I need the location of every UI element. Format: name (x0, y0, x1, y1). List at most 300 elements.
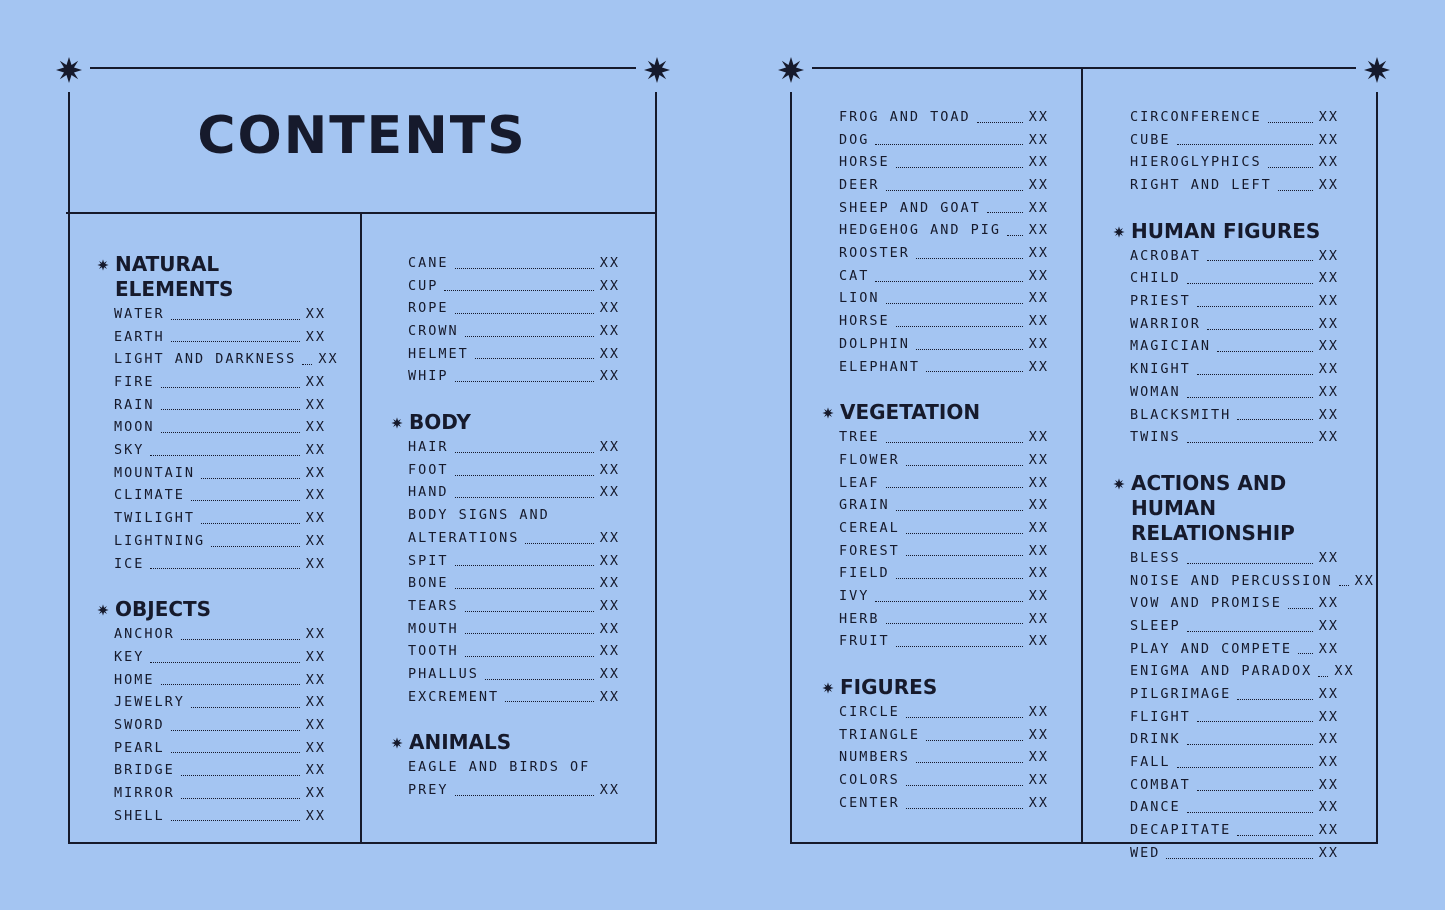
toc-entry-label: SKY (114, 442, 145, 459)
section-heading (839, 675, 1049, 700)
toc-column-left-1 (114, 252, 339, 849)
toc-entry[interactable] (1130, 336, 1339, 359)
toc-entry-page: XX (599, 688, 620, 705)
toc-entry[interactable] (839, 630, 1049, 653)
toc-entry-page: XX (1028, 704, 1049, 721)
toc-entry-label: DOG (839, 131, 870, 148)
star-bullet-icon (97, 259, 109, 271)
toc-entry[interactable] (1130, 547, 1339, 570)
toc-entry-label-line: BODY SIGNS AND (408, 507, 550, 524)
toc-entry-page: XX (1334, 663, 1355, 680)
toc-entry-page: XX (1318, 293, 1339, 310)
toc-entry-page: XX (1028, 633, 1049, 650)
toc-entry-page: XX (1028, 290, 1049, 307)
dot-leader (1197, 306, 1313, 307)
section-heading-text: NATURAL ELEMENTS (115, 252, 234, 301)
toc-entry[interactable] (839, 333, 1049, 356)
dot-leader (171, 341, 300, 342)
dot-leader (1278, 190, 1313, 191)
toc-entry-page: XX (1028, 131, 1049, 148)
toc-entry[interactable] (114, 485, 326, 508)
toc-entry[interactable] (114, 326, 326, 349)
toc-entry-label: ELEPHANT (839, 358, 921, 375)
dot-leader (201, 523, 300, 524)
toc-entry[interactable] (1130, 706, 1339, 729)
toc-entry[interactable] (408, 320, 620, 343)
toc-entry-page: XX (1028, 451, 1049, 468)
toc-entry[interactable] (839, 265, 1049, 288)
toc-entry[interactable] (1130, 638, 1339, 661)
section-heading (408, 730, 620, 755)
section-heading (114, 597, 326, 622)
toc-entry[interactable] (1130, 592, 1339, 615)
toc-entry-page: XX (1318, 154, 1339, 171)
toc-entry[interactable] (114, 303, 326, 326)
toc-entry-page: XX (1318, 617, 1339, 634)
left-page (0, 0, 722, 910)
toc-entry-label: FLIGHT (1130, 708, 1191, 725)
dot-leader (455, 497, 594, 498)
toc-entry-page: XX (305, 739, 326, 756)
toc-entry[interactable] (839, 540, 1049, 563)
toc-entry[interactable] (408, 297, 620, 320)
toc-entry-label: CENTER (839, 794, 900, 811)
dot-leader (171, 319, 300, 320)
column-divider (1081, 67, 1083, 844)
section-heading (1130, 219, 1339, 244)
toc-entry-label-line: EAGLE AND BIRDS OF (408, 759, 591, 776)
toc-entry[interactable] (114, 416, 326, 439)
toc-section (1130, 219, 1339, 449)
toc-entry[interactable] (1130, 683, 1339, 706)
dot-leader (1177, 767, 1313, 768)
dot-leader (1187, 631, 1313, 632)
toc-entry[interactable] (1130, 774, 1339, 797)
toc-entry-label: HAND (408, 484, 449, 501)
toc-entry[interactable] (408, 779, 620, 802)
toc-entry[interactable] (1130, 751, 1339, 774)
toc-entry-page: XX (305, 442, 326, 459)
toc-entry[interactable] (1130, 570, 1375, 593)
toc-entry-label: PRIEST (1130, 293, 1191, 310)
dot-leader (150, 662, 299, 663)
toc-entry[interactable] (408, 595, 620, 618)
toc-entry[interactable] (1130, 267, 1339, 290)
toc-entry[interactable] (114, 623, 326, 646)
dot-leader (1187, 397, 1313, 398)
toc-entry-page: XX (1028, 726, 1049, 743)
toc-entry-page: XX (1028, 588, 1049, 605)
toc-entry-label: HIEROGLYPHICS (1130, 154, 1262, 171)
toc-entry-label: HERB (839, 610, 880, 627)
toc-entry[interactable] (114, 553, 326, 576)
toc-entry-page: XX (1028, 519, 1049, 536)
toc-entry[interactable] (1130, 426, 1339, 449)
dot-leader (1197, 374, 1313, 375)
toc-section (839, 400, 1049, 653)
toc-entry[interactable] (839, 174, 1049, 197)
toc-entry-label: SWORD (114, 716, 165, 733)
toc-entry[interactable] (839, 426, 1049, 449)
toc-entry[interactable] (408, 275, 620, 298)
toc-entry-page: XX (599, 597, 620, 614)
section-heading-text: BODY (409, 410, 471, 435)
toc-entry-label: LIGHTNING (114, 532, 206, 549)
toc-entry-label: CUBE (1130, 131, 1171, 148)
toc-entry-label: JEWELRY (114, 694, 185, 711)
toc-entry[interactable] (408, 527, 620, 550)
dot-leader (875, 601, 1022, 602)
toc-entry-label: PREY (408, 782, 449, 799)
toc-entry-page: XX (599, 552, 620, 569)
toc-entry-page: XX (305, 510, 326, 527)
toc-entry-label: KEY (114, 648, 145, 665)
toc-entry-label: CAT (839, 267, 870, 284)
toc-entry-label: CIRCLE (839, 704, 900, 721)
dot-leader (906, 785, 1023, 786)
toc-section (839, 106, 1049, 378)
toc-entry-page: XX (305, 555, 326, 572)
toc-entry-label: VOW AND PROMISE (1130, 595, 1282, 612)
dot-leader (171, 730, 300, 731)
toc-entry[interactable] (114, 714, 326, 737)
toc-entry[interactable] (1130, 174, 1339, 197)
toc-entry-page: XX (305, 648, 326, 665)
toc-entry[interactable] (408, 640, 620, 663)
toc-entry-label: SHELL (114, 807, 165, 824)
toc-entry[interactable] (839, 585, 1049, 608)
toc-entry-page: XX (305, 464, 326, 481)
dot-leader (1007, 235, 1023, 236)
toc-entry-page: XX (1028, 267, 1049, 284)
toc-entry[interactable] (839, 356, 1049, 379)
dot-leader (150, 455, 299, 456)
dot-leader (886, 190, 1023, 191)
dot-leader (916, 349, 1023, 350)
toc-entry-page: XX (1318, 247, 1339, 264)
toc-entry[interactable] (1130, 381, 1339, 404)
toc-entry[interactable] (1130, 728, 1339, 751)
toc-entry[interactable] (408, 436, 620, 459)
toc-entry-label: WHIP (408, 368, 449, 385)
toc-entry[interactable] (408, 618, 620, 641)
toc-entry-label: TRIANGLE (839, 726, 921, 743)
frame-left-line (790, 92, 792, 844)
toc-entry[interactable] (114, 782, 326, 805)
frame-top-line (812, 67, 1356, 69)
toc-entry-page: XX (1028, 177, 1049, 194)
toc-entry-page: XX (1318, 776, 1339, 793)
toc-entry-label: RIGHT AND LEFT (1130, 177, 1272, 194)
toc-entry[interactable] (1130, 151, 1339, 174)
dot-leader (455, 475, 594, 476)
toc-entry[interactable] (1130, 842, 1339, 865)
frame-right-line (655, 92, 657, 844)
dot-leader (171, 752, 300, 753)
toc-entry-label: TOOTH (408, 643, 459, 660)
toc-entry-label: MAGICIAN (1130, 338, 1212, 355)
dot-leader (1197, 790, 1313, 791)
toc-entry[interactable] (408, 482, 620, 505)
toc-entry-label: WOMAN (1130, 383, 1181, 400)
toc-entry[interactable] (1130, 290, 1339, 313)
toc-entry-label: FLOWER (839, 451, 900, 468)
toc-entry-page: XX (1028, 199, 1049, 216)
toc-entry[interactable] (114, 669, 326, 692)
toc-entry-page: XX (318, 351, 339, 368)
toc-entry[interactable] (114, 507, 326, 530)
toc-entry[interactable] (114, 530, 326, 553)
toc-entry-page: XX (599, 461, 620, 478)
dot-leader (906, 717, 1023, 718)
toc-entry-page: XX (1354, 572, 1375, 589)
toc-entry-page: XX (305, 305, 326, 322)
toc-entry-page: XX (1318, 383, 1339, 400)
toc-entry-page: XX (1028, 313, 1049, 330)
toc-entry-label: LEAF (839, 474, 880, 491)
dot-leader (485, 679, 594, 680)
toc-entry-page: XX (305, 671, 326, 688)
section-heading-text: HUMAN FIGURES (1131, 218, 1321, 243)
dot-leader (906, 465, 1023, 466)
toc-entry[interactable] (408, 663, 620, 686)
toc-entry[interactable] (114, 348, 339, 371)
toc-entry[interactable] (1130, 404, 1339, 427)
dot-leader (926, 740, 1023, 741)
toc-entry-label: CUP (408, 277, 439, 294)
dot-leader (455, 268, 594, 269)
toc-entry[interactable] (1130, 245, 1339, 268)
toc-entry[interactable] (114, 759, 326, 782)
toc-entry-page: XX (1028, 222, 1049, 239)
toc-entry[interactable] (408, 365, 620, 388)
toc-entry[interactable] (114, 439, 326, 462)
toc-entry-label: FOREST (839, 542, 900, 559)
toc-entry[interactable] (114, 646, 326, 669)
toc-entry-page: XX (1318, 754, 1339, 771)
dot-leader (1237, 835, 1312, 836)
toc-entry-label: ROPE (408, 300, 449, 317)
toc-entry-page: XX (1318, 429, 1339, 446)
toc-entry-page: XX (305, 328, 326, 345)
toc-entry[interactable] (1130, 313, 1339, 336)
dot-leader (505, 701, 594, 702)
dot-leader (1187, 563, 1313, 564)
toc-entry[interactable] (839, 288, 1049, 311)
toc-entry[interactable] (408, 252, 620, 275)
toc-entry[interactable] (1130, 819, 1339, 842)
dot-leader (1187, 812, 1313, 813)
toc-entry-label: CROWN (408, 323, 459, 340)
frame-left-line (68, 92, 70, 844)
toc-entry-label: HELMET (408, 345, 469, 362)
dot-leader (1237, 419, 1312, 420)
toc-entry-page: XX (1028, 358, 1049, 375)
dot-leader (455, 565, 594, 566)
star-bullet-icon (97, 604, 109, 616)
toc-entry-page: XX (1318, 270, 1339, 287)
toc-entry[interactable] (839, 219, 1049, 242)
toc-entry-page: XX (599, 484, 620, 501)
dot-leader (1237, 699, 1312, 700)
dot-leader (886, 623, 1023, 624)
star-bullet-icon (822, 407, 834, 419)
toc-entry-label: CANE (408, 254, 449, 271)
column-divider (360, 213, 362, 844)
toc-entry[interactable] (839, 242, 1049, 265)
toc-entry[interactable] (839, 517, 1049, 540)
section-heading (114, 252, 326, 302)
toc-entry-label: DANCE (1130, 799, 1181, 816)
dot-leader (302, 364, 312, 365)
toc-entry[interactable] (839, 129, 1049, 152)
toc-section (408, 730, 620, 801)
toc-entry-page: XX (305, 716, 326, 733)
toc-entry-page: XX (1318, 177, 1339, 194)
toc-entry-page: XX (1318, 108, 1339, 125)
toc-entry[interactable] (839, 151, 1049, 174)
toc-entry-page: XX (599, 300, 620, 317)
eight-point-star-icon (777, 56, 805, 84)
toc-entry[interactable] (1130, 615, 1339, 638)
toc-entry-label: ACROBAT (1130, 247, 1201, 264)
toc-entry-page: XX (1028, 497, 1049, 514)
toc-entry[interactable] (839, 197, 1049, 220)
toc-entry-page: XX (1318, 595, 1339, 612)
toc-entry[interactable] (114, 462, 326, 485)
eight-point-star-icon (1363, 56, 1391, 84)
toc-entry[interactable] (839, 494, 1049, 517)
dot-leader (191, 707, 300, 708)
dot-leader (886, 442, 1023, 443)
dot-leader (906, 533, 1023, 534)
toc-entry[interactable] (114, 371, 326, 394)
toc-entry-label: NUMBERS (839, 749, 910, 766)
dot-leader (987, 212, 1023, 213)
toc-entry-label: FIRE (114, 374, 155, 391)
dot-leader (875, 281, 1022, 282)
toc-entry-page: XX (1028, 794, 1049, 811)
page-title: CONTENTS (197, 106, 527, 166)
star-bullet-icon (391, 737, 403, 749)
toc-entry[interactable] (408, 572, 620, 595)
toc-entry-page: XX (305, 694, 326, 711)
toc-entry[interactable] (839, 106, 1049, 129)
toc-entry[interactable] (839, 449, 1049, 472)
toc-entry[interactable] (839, 724, 1049, 747)
toc-section (1130, 106, 1339, 197)
toc-entry-page: XX (1318, 708, 1339, 725)
toc-entry-page: XX (599, 368, 620, 385)
toc-entry[interactable] (839, 562, 1049, 585)
toc-entry-label: DEER (839, 177, 880, 194)
toc-entry-label: MIRROR (114, 785, 175, 802)
toc-entry[interactable] (114, 805, 326, 828)
toc-entry-page: XX (599, 665, 620, 682)
dot-leader (1288, 608, 1313, 609)
toc-entry-page: XX (599, 254, 620, 271)
toc-entry-page: XX (1028, 154, 1049, 171)
dot-leader (896, 578, 1023, 579)
toc-entry-label: GRAIN (839, 497, 890, 514)
toc-entry[interactable] (408, 550, 620, 573)
toc-entry-page: XX (1028, 245, 1049, 262)
toc-entry-label: PILGRIMAGE (1130, 686, 1232, 703)
toc-entry-label: PEARL (114, 739, 165, 756)
toc-entry-page: XX (599, 643, 620, 660)
toc-entry[interactable] (114, 737, 326, 760)
toc-entry-label: HORSE (839, 313, 890, 330)
dot-leader (906, 808, 1023, 809)
dot-leader (916, 258, 1023, 259)
dot-leader (455, 313, 594, 314)
toc-entry[interactable] (1130, 106, 1339, 129)
section-heading (839, 400, 1049, 425)
dot-leader (1298, 653, 1313, 654)
toc-entry-label: WED (1130, 844, 1161, 861)
toc-entry-page: XX (1318, 731, 1339, 748)
toc-entry[interactable] (839, 310, 1049, 333)
dot-leader (444, 290, 593, 291)
right-page (722, 0, 1445, 910)
toc-entry[interactable] (839, 608, 1049, 631)
toc-entry[interactable] (114, 394, 326, 417)
toc-section (1130, 470, 1375, 865)
toc-entry-label: CIRCONFERENCE (1130, 108, 1262, 125)
toc-entry-page: XX (599, 323, 620, 340)
dot-leader (211, 546, 300, 547)
toc-column-left-2 (408, 252, 620, 824)
toc-entry[interactable] (408, 343, 620, 366)
toc-entry-label: PLAY AND COMPETE (1130, 640, 1293, 657)
toc-entry-label: MOON (114, 419, 155, 436)
toc-entry[interactable] (1130, 129, 1339, 152)
star-bullet-icon (1113, 226, 1125, 238)
toc-entry-page: XX (1318, 686, 1339, 703)
toc-entry-label: MOUTH (408, 620, 459, 637)
toc-entry-label: HAIR (408, 439, 449, 456)
dot-leader (886, 487, 1023, 488)
toc-entry[interactable] (1130, 358, 1339, 381)
toc-entry[interactable] (839, 769, 1049, 792)
frame-right-line (1376, 92, 1378, 844)
toc-entry[interactable] (1130, 660, 1355, 683)
toc-entry-page: XX (1318, 549, 1339, 566)
toc-entry-page: XX (1318, 131, 1339, 148)
toc-entry[interactable] (839, 747, 1049, 770)
toc-entry-label: FIELD (839, 565, 890, 582)
toc-entry-page: XX (305, 374, 326, 391)
toc-entry[interactable] (839, 792, 1049, 815)
toc-entry-label: TWINS (1130, 429, 1181, 446)
toc-entry[interactable] (114, 691, 326, 714)
toc-entry[interactable] (408, 459, 620, 482)
toc-entry[interactable] (839, 472, 1049, 495)
dot-leader (465, 656, 594, 657)
toc-entry-page: XX (1028, 542, 1049, 559)
toc-entry-page: XX (1318, 822, 1339, 839)
toc-entry[interactable] (839, 701, 1049, 724)
toc-entry-label: LION (839, 290, 880, 307)
toc-entry-page: XX (305, 419, 326, 436)
toc-entry[interactable] (1130, 797, 1339, 820)
dot-leader (1177, 144, 1313, 145)
toc-entry-label: RAIN (114, 396, 155, 413)
toc-entry-label: ALTERATIONS (408, 529, 520, 546)
toc-entry-label: PHALLUS (408, 665, 479, 682)
toc-entry[interactable] (408, 686, 620, 709)
frame-top-line (90, 67, 636, 69)
